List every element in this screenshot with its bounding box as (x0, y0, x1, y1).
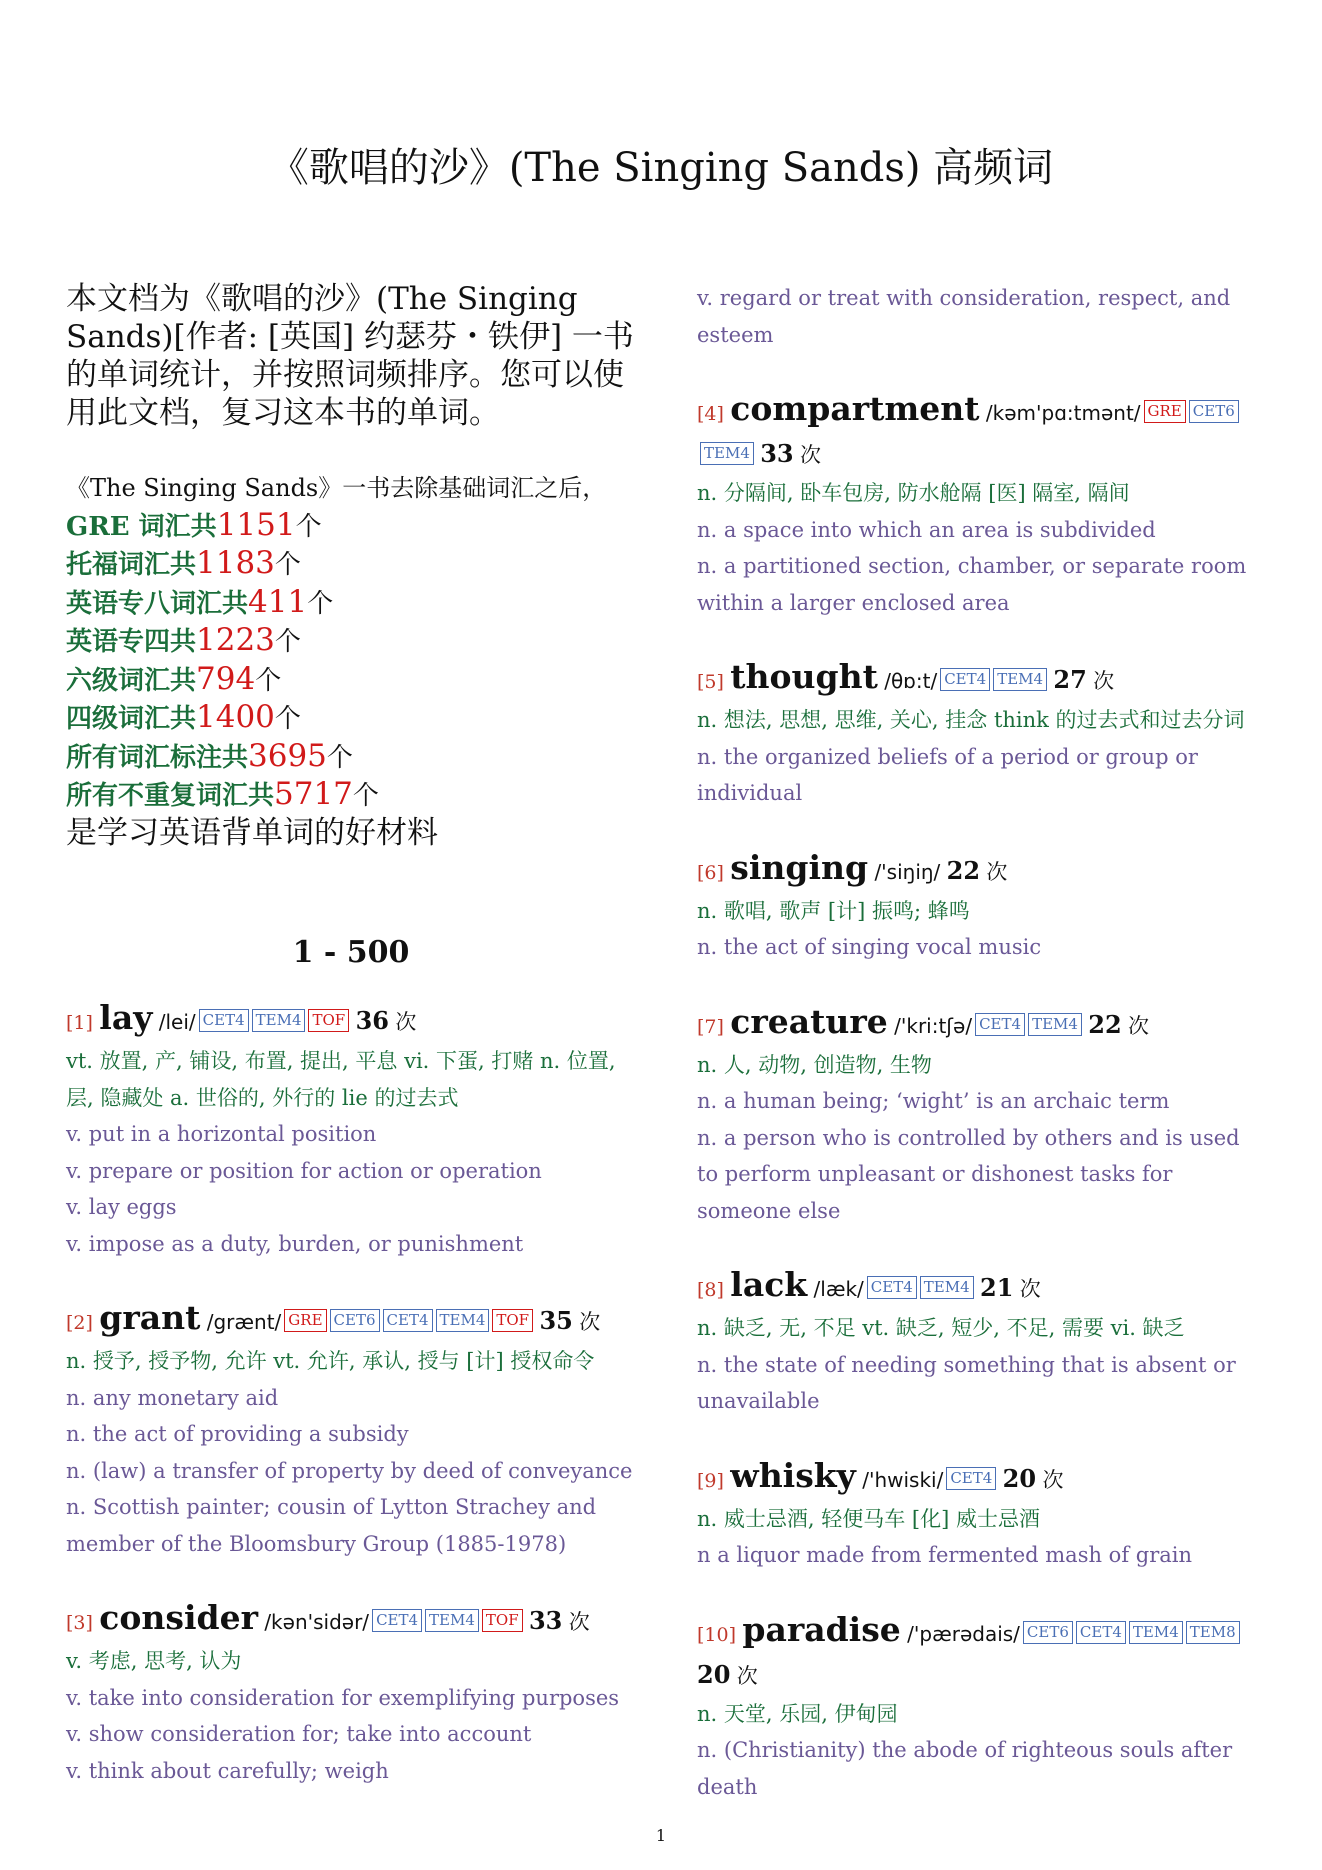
entry-index: [1] (66, 1012, 93, 1034)
entry-header (697, 1002, 1267, 1047)
entry-phonetic: /kən'sidər/ (264, 1610, 370, 1634)
entry-count: 27 (1053, 665, 1087, 694)
entry-phonetic: /læk/ (813, 1277, 864, 1301)
level-tag: TEM4 (436, 1309, 490, 1332)
entry-word: creature (730, 1001, 888, 1041)
entry-count-unit: 次 (395, 1010, 417, 1034)
entry-phonetic: /'pærədais/ (907, 1621, 1020, 1646)
definition-en: n. the act of singing vocal music (697, 935, 1042, 959)
level-tag: CET4 (372, 1609, 422, 1632)
stats-conclusion: 是学习英语背单词的好材料 (66, 814, 438, 851)
entry-phonetic: /lei/ (158, 1010, 196, 1034)
entry-count-unit: 次 (1128, 1013, 1150, 1038)
level-tag: TOF (482, 1609, 523, 1632)
entry-index: [6] (697, 861, 724, 884)
stats-number: 1400 (196, 699, 275, 735)
stats-list (66, 507, 636, 815)
definition-en: n a liquor made from fermented mash of grain (697, 1543, 1193, 1567)
level-tag: CET4 (383, 1309, 433, 1332)
stats-label: 英语专八词汇共 (66, 588, 249, 619)
stats-label: GRE 词汇共 (66, 511, 217, 542)
definition-zh: n. 分隔间, 卧车包房, 防水舱隔 [医] 隔室, 隔间 (697, 481, 1130, 505)
stats-label: 所有不重复词汇共 (66, 781, 275, 811)
definition-zh: vt. 放置, 产, 铺设, 布置, 提出, 平息 vi. 下蛋, 打赌 n. 位置, 层, 隐藏处 a. 世俗的, 外行的 lie 的过去式 (66, 1049, 616, 1110)
entry-count: 33 (528, 1606, 563, 1635)
stats-number: 794 (196, 660, 256, 697)
stats-suffix: 个 (352, 781, 379, 811)
stats-suffix: 个 (274, 550, 301, 580)
page-title: 《歌唱的沙》(The Singing Sands) 高频词 (268, 145, 1054, 191)
entry-count: 20 (697, 1659, 731, 1689)
definition-en: v. think about carefully; weigh (66, 1758, 389, 1783)
level-tag: TEM4 (1028, 1013, 1082, 1036)
stats-label: 所有词汇标注共 (66, 742, 249, 773)
level-tag: TEM4 (252, 1009, 306, 1032)
entry-index: [7] (697, 1015, 724, 1038)
definition-en: n. Scottish painter; cousin of Lytton Strachey and member of the Bloomsbury Group (1885-1978) (66, 1495, 597, 1556)
entry-phonetic: /grænt/ (206, 1310, 282, 1334)
page-number: 1 (655, 1826, 667, 1845)
stats-suffix: 个 (295, 511, 322, 542)
definition-en: n. the act of providing a subsidy (66, 1422, 409, 1446)
continued-definition: v. regard or treat with consideration, respect, and esteem (697, 286, 1231, 347)
level-tag: TOF (308, 1009, 349, 1032)
entry-count-unit: 次 (799, 443, 821, 467)
entry-header (697, 389, 1267, 475)
definition-en: v. show consideration for; take into account (66, 1722, 532, 1746)
entry-count-unit: 次 (568, 1610, 590, 1634)
level-tag: TEM4 (700, 442, 754, 465)
entry-word: paradise (742, 1609, 901, 1649)
level-tag: TEM4 (993, 668, 1047, 691)
stats-number: 1183 (196, 545, 275, 581)
stats-number: 5717 (274, 776, 353, 812)
entry-phonetic: /'hwiski/ (862, 1467, 944, 1492)
definition-en: n. a human being; ‘wight’ is an archaic term (697, 1089, 1170, 1113)
left-column (66, 280, 636, 1825)
stats-suffix: 个 (326, 742, 353, 773)
definition-en: n. a space into which an area is subdivided (697, 517, 1156, 542)
stats-block (66, 470, 636, 851)
stats-line (66, 507, 636, 546)
stats-line (66, 738, 636, 777)
stats-line (66, 661, 636, 700)
entry-header (66, 998, 636, 1043)
entry-word: whisky (730, 1455, 856, 1495)
definition-en: n. a partitioned section, chamber, or separate room within a larger enclosed area (697, 554, 1247, 615)
definition-zh: n. 授予, 授予物, 允许 vt. 允许, 承认, 授与 [计] 授权命令 (66, 1349, 595, 1373)
entry-count-unit: 次 (1093, 669, 1115, 693)
stats-suffix: 个 (274, 704, 301, 734)
definition-en: n. (law) a transfer of property by deed of conveyance (66, 1458, 633, 1483)
entry-word: compartment (730, 389, 980, 428)
level-tag: CET6 (1023, 1621, 1073, 1644)
intro-paragraph: 本文档为《歌唱的沙》(The Singing Sands)[作者: [英国] 约瑟芬・铁伊] 一书的单词统计，并按照词频排序。您可以使用此文档，复习这本书的单词。 (66, 281, 634, 431)
level-tag: CET4 (940, 668, 990, 691)
word-entry (66, 1598, 636, 1789)
entry-header (697, 1456, 1267, 1501)
entry-header (697, 657, 1267, 702)
entry-count: 22 (1088, 1009, 1122, 1039)
level-tag: TOF (492, 1309, 533, 1332)
entry-word: thought (730, 657, 878, 696)
level-tag: GRE (1144, 400, 1186, 423)
entry-count-unit: 次 (1019, 1277, 1041, 1301)
stats-line (66, 776, 636, 815)
stats-number: 3695 (248, 737, 327, 774)
entry-phonetic: /'siŋiŋ/ (874, 859, 941, 884)
word-entry (697, 657, 1267, 812)
stats-label: 英语专四共 (66, 627, 197, 657)
entry-word: singing (730, 847, 869, 887)
entry-index: [10] (697, 1623, 737, 1646)
definition-zh: n. 缺乏, 无, 不足 vt. 缺乏, 短少, 不足, 需要 vi. 缺乏 (697, 1316, 1185, 1340)
definition-zh: n. 天堂, 乐园, 伊甸园 (697, 1701, 898, 1726)
entry-count: 20 (1002, 1463, 1037, 1493)
definition-en: v. put in a horizontal position (66, 1122, 377, 1146)
word-entry (697, 1265, 1267, 1420)
word-entry (697, 1610, 1267, 1806)
definition-en: n. the organized beliefs of a period or group or individual (697, 744, 1198, 805)
entry-count: 21 (980, 1273, 1014, 1302)
word-entry (697, 1456, 1267, 1574)
stats-number: 1223 (196, 622, 275, 658)
stats-line (66, 622, 636, 661)
definition-en: v. lay eggs (66, 1195, 177, 1219)
stats-line (66, 584, 636, 623)
level-tag: TEM4 (425, 1609, 479, 1632)
entry-header (66, 1598, 636, 1643)
level-tag: CET4 (867, 1276, 917, 1299)
word-entry (697, 389, 1267, 621)
entry-word: lay (99, 998, 153, 1037)
entry-header (66, 1298, 636, 1343)
definition-en: n. (Christianity) the abode of righteous souls after death (697, 1738, 1233, 1799)
entry-phonetic: /kəm'pɑ:tmənt/ (985, 401, 1141, 425)
level-tag: CET4 (946, 1467, 996, 1490)
entry-count-unit: 次 (1042, 1467, 1064, 1492)
stats-number: 1151 (216, 506, 296, 543)
stats-line (66, 545, 636, 584)
stats-label: 六级词汇共 (66, 665, 197, 696)
entry-count: 35 (539, 1306, 573, 1335)
definition-en: v. prepare or position for action or operation (66, 1158, 542, 1183)
level-tag: GRE (284, 1309, 326, 1332)
definition-en: v. impose as a duty, burden, or punishment (66, 1231, 524, 1256)
entry-index: [8] (697, 1279, 724, 1301)
entry-count: 33 (760, 439, 794, 468)
range-heading: 1 - 500 (292, 935, 410, 970)
entries-right (697, 389, 1267, 1805)
entry-count: 36 (355, 1006, 389, 1035)
definition-en: n. any monetary aid (66, 1385, 279, 1410)
stats-line (66, 699, 636, 738)
entry-index: [9] (697, 1469, 724, 1492)
level-tag: TEM4 (920, 1276, 974, 1299)
entries-left (66, 998, 636, 1789)
stats-label: 托福词汇共 (66, 550, 197, 580)
level-tag: TEM8 (1186, 1621, 1240, 1644)
definition-zh: n. 威士忌酒, 轻便马车 [化] 威士忌酒 (697, 1506, 1040, 1531)
word-entry (66, 1298, 636, 1562)
entry-phonetic: /θɒ:t/ (884, 669, 938, 693)
level-tag: TEM4 (1129, 1621, 1183, 1644)
stats-suffix: 个 (307, 588, 334, 619)
word-entry (697, 1002, 1267, 1230)
entry-word: consider (99, 1598, 258, 1637)
stats-intro: 《The Singing Sands》一书去除基础词汇之后， (66, 474, 607, 502)
level-tag: CET4 (975, 1013, 1025, 1036)
definition-zh: n. 想法, 思想, 思维, 关心, 挂念 think 的过去式和过去分词 (697, 708, 1245, 732)
entry-count-unit: 次 (579, 1310, 601, 1334)
definition-en: v. take into consideration for exemplifying purposes (66, 1685, 620, 1710)
definition-en: n. a person who is controlled by others and is used to perform unpleasant or dishonest tasks for someone else (697, 1125, 1240, 1223)
definition-zh: n. 人, 动物, 创造物, 生物 (697, 1052, 932, 1077)
stats-suffix: 个 (255, 665, 282, 696)
definition-zh: n. 歌唱, 歌声 [计] 振鸣; 蜂鸣 (697, 898, 970, 923)
entry-word: lack (730, 1265, 808, 1304)
definition-zh: v. 考虑, 思考, 认为 (66, 1649, 242, 1673)
level-tag: CET4 (1076, 1621, 1126, 1644)
word-entry (697, 848, 1267, 966)
entry-index: [3] (66, 1612, 93, 1634)
word-entry (66, 998, 636, 1262)
entry-count-unit: 次 (736, 1663, 758, 1688)
stats-number: 411 (248, 583, 308, 620)
entry-index: [4] (697, 403, 724, 425)
entry-word: grant (99, 1298, 201, 1337)
entry-index: [2] (66, 1312, 93, 1334)
level-tag: CET6 (1189, 400, 1239, 423)
level-tag: CET4 (199, 1009, 249, 1032)
entry-header (697, 1265, 1267, 1310)
definition-en: n. the state of needing something that is absent or unavailable (697, 1352, 1236, 1413)
right-column (697, 280, 1267, 1841)
entry-header (697, 1610, 1267, 1696)
entry-count: 22 (946, 855, 981, 885)
entry-count-unit: 次 (986, 859, 1008, 884)
entry-index: [5] (697, 671, 724, 693)
entry-phonetic: /'kri:tʃə/ (894, 1013, 973, 1038)
level-tag: CET6 (330, 1309, 380, 1332)
stats-suffix: 个 (274, 627, 301, 657)
entry-header (697, 848, 1267, 893)
stats-label: 四级词汇共 (66, 704, 197, 734)
